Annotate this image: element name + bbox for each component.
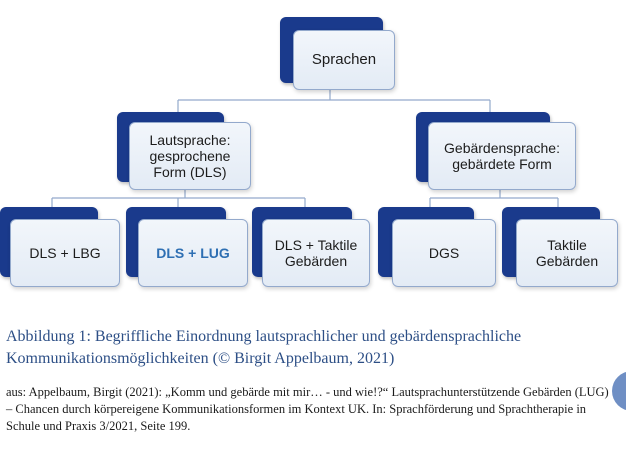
node-gebaerdensprache [416, 112, 578, 192]
node-lautsprache-label: Lautsprache: gesprochene Form (DLS) [129, 122, 251, 190]
node-dls-lbg [0, 207, 122, 289]
node-dls-taktile-label: DLS + Taktile Gebärden [262, 219, 370, 287]
page-marker-circle [612, 371, 626, 411]
node-dls-lug [126, 207, 250, 289]
node-lautsprache [117, 112, 252, 192]
node-sprachen [280, 17, 420, 91]
node-taktile-gebaerden-label: Taktile Gebärden [516, 219, 618, 287]
node-dgs-label: DGS [392, 219, 496, 287]
figure-caption: Abbildung 1: Begriffliche Einordnung lautsprachlicher und gebärdensprachliche Kommunikationsmöglichkeiten (© Birgit Appelbaum, 2021) [6, 328, 522, 367]
node-sprachen-label: Sprachen [293, 30, 395, 90]
node-taktile-gebaerden [502, 207, 620, 289]
figure-source: aus: Appelbaum, Birgit (2021): „Komm und gebärde mit mir… - und wie!?“ Lautsprachunterstützende Gebärden (LUG) – Chancen durch körpereigene Kommunikationsformen im Kontext UK. In: Sprachförderung und Sprachtherapie in Schule und Praxis 3/2021, Seite 199. [6, 385, 609, 433]
node-dls-lug-label: DLS + LUG [138, 219, 248, 287]
node-dls-taktile [252, 207, 372, 289]
node-dgs [378, 207, 498, 289]
node-gebaerdensprache-label: Gebärdensprache: gebärdete Form [428, 122, 576, 190]
node-dls-lbg-label: DLS + LBG [10, 219, 120, 287]
